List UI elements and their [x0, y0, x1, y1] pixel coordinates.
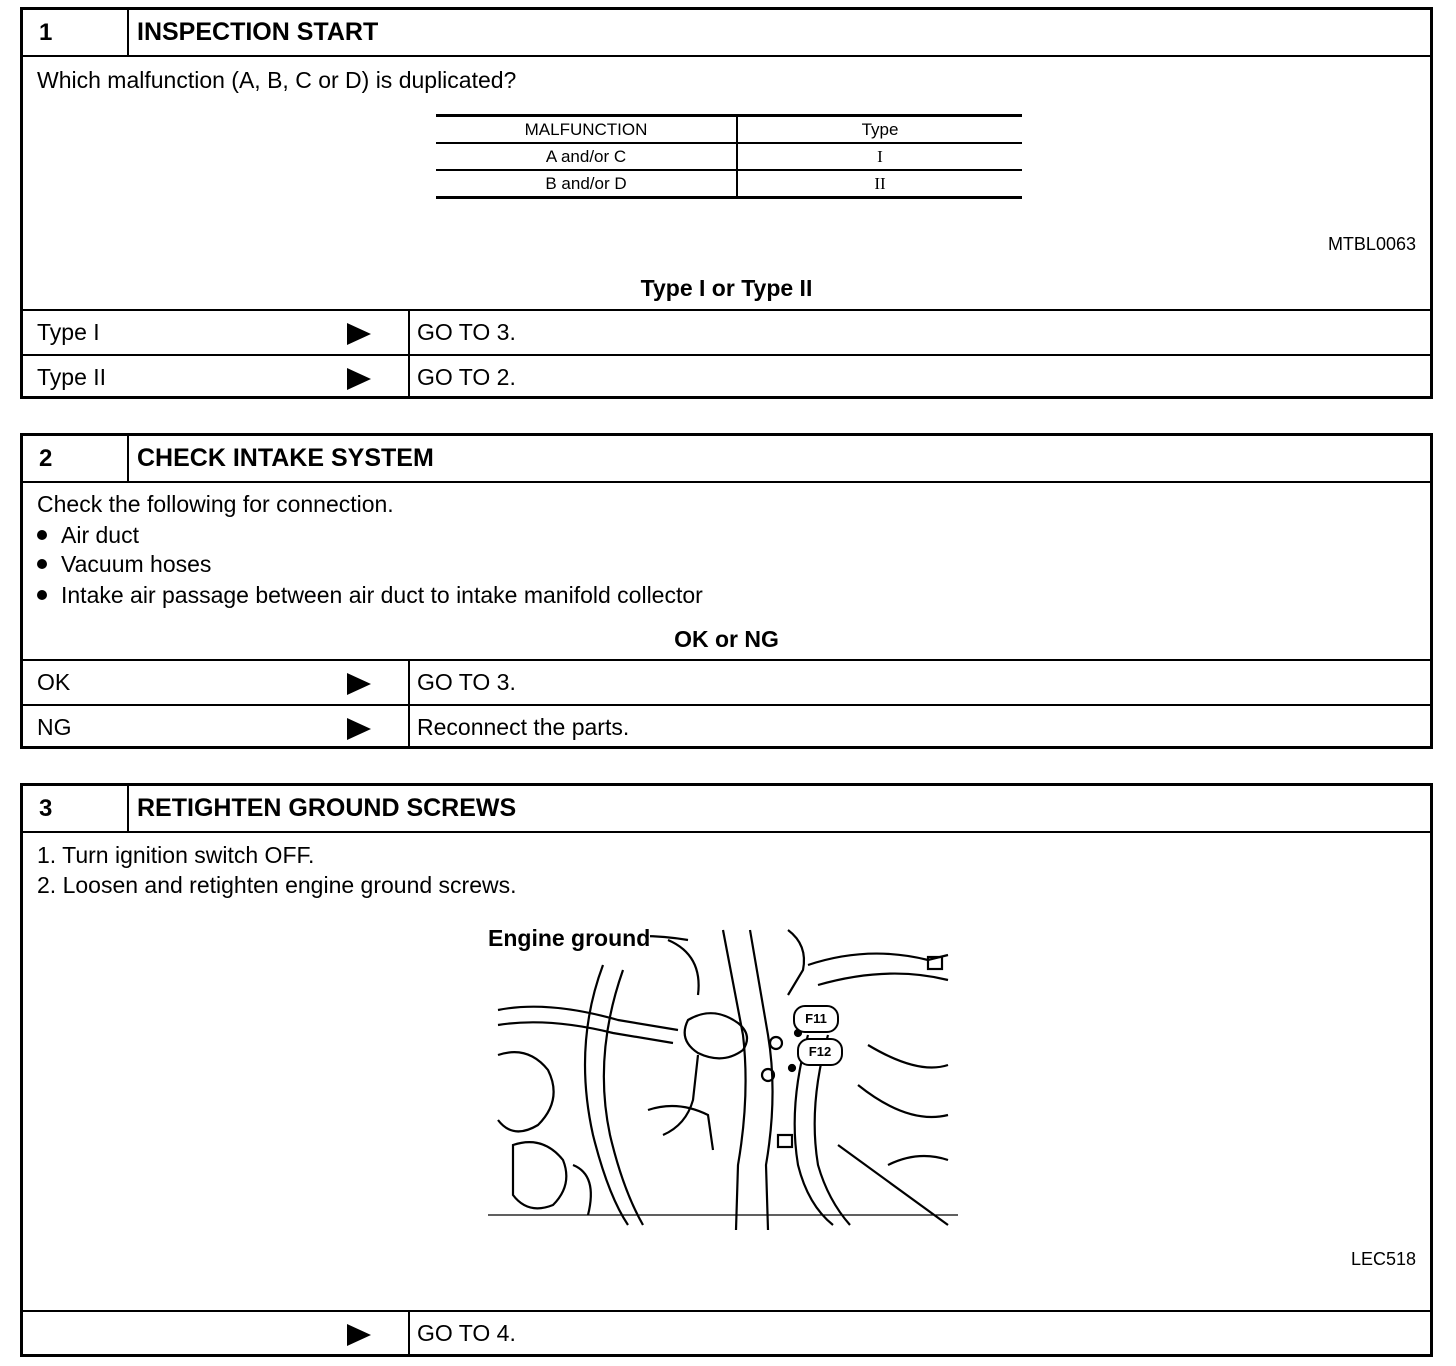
table-cell: II [874, 173, 886, 193]
instruction-step: 1. Turn ignition switch OFF. [37, 842, 315, 868]
step-number: 3 [23, 786, 129, 831]
step-1-block [20, 7, 1433, 399]
table-header-row [436, 116, 1022, 144]
step-title: RETIGHTEN GROUND SCREWS [137, 794, 517, 822]
figure-code: LEC518 [1350, 1249, 1416, 1269]
outcome-action: Reconnect the parts. [417, 714, 630, 740]
bullet-icon [37, 590, 47, 600]
outcome-action: GO TO 3. [417, 669, 516, 695]
outcome-label: Type II [37, 364, 107, 390]
table-header-malfunction: MALFUNCTION [436, 116, 737, 144]
step-title: INSPECTION START [137, 18, 379, 46]
figure-label: Engine ground [488, 925, 651, 951]
step-2-block [20, 433, 1433, 749]
outcome-label: Type I [37, 319, 100, 345]
step-1-header [23, 10, 1430, 57]
table-cell: I [737, 143, 1022, 170]
outcome-row [23, 356, 1430, 399]
step-3-block [20, 783, 1433, 1357]
list-item: Vacuum hoses [37, 551, 211, 578]
outcome-action: GO TO 4. [417, 1320, 516, 1346]
instruction-step: 2. Loosen and retighten engine ground screws. [37, 872, 517, 898]
connector-label-f11: F11 [793, 1005, 839, 1033]
step-2-header [23, 436, 1430, 483]
step-2-body [23, 483, 1430, 661]
connector-label-f12: F12 [797, 1038, 843, 1066]
table-row [436, 170, 1022, 198]
step-number: 1 [23, 10, 129, 55]
intro-text: Check the following for connection. [37, 491, 394, 517]
bullet-icon [37, 530, 47, 540]
outcome-action: GO TO 2. [417, 364, 516, 390]
engine-ground-illustration [488, 925, 958, 1230]
arrow-right-icon [347, 368, 371, 390]
bullet-icon [37, 559, 47, 569]
outcome-label: NG [37, 714, 72, 740]
step-1-body [23, 57, 1430, 311]
malfunction-table [436, 114, 1022, 199]
question-text: Which malfunction (A, B, C or D) is duplicated? [37, 67, 517, 93]
outcome-label: OK [37, 669, 71, 695]
outcome-row [23, 311, 1430, 356]
step-3-header [23, 786, 1430, 833]
table-code: MTBL0063 [1327, 234, 1416, 254]
table-cell: A and/or C [436, 143, 737, 170]
arrow-right-icon [347, 323, 371, 345]
arrow-right-icon [347, 673, 371, 695]
table-header-type: Type [737, 116, 1022, 144]
step-number: 2 [23, 436, 129, 481]
step-3-body [23, 833, 1430, 1312]
list-item: Air duct [37, 522, 139, 549]
outcome-row [23, 661, 1430, 706]
arrow-right-icon [347, 718, 371, 740]
table-cell: B and/or D [436, 170, 737, 198]
outcome-row [23, 1312, 1430, 1355]
outcome-action: GO TO 3. [417, 319, 516, 345]
step-title: CHECK INTAKE SYSTEM [137, 444, 434, 472]
result-prompt: OK or NG [674, 626, 779, 652]
result-prompt: Type I or Type II [640, 275, 813, 301]
outcome-row [23, 706, 1430, 749]
table-row [436, 143, 1022, 170]
arrow-right-icon [347, 1324, 371, 1346]
list-item: Intake air passage between air duct to intake manifold collector [37, 582, 703, 609]
